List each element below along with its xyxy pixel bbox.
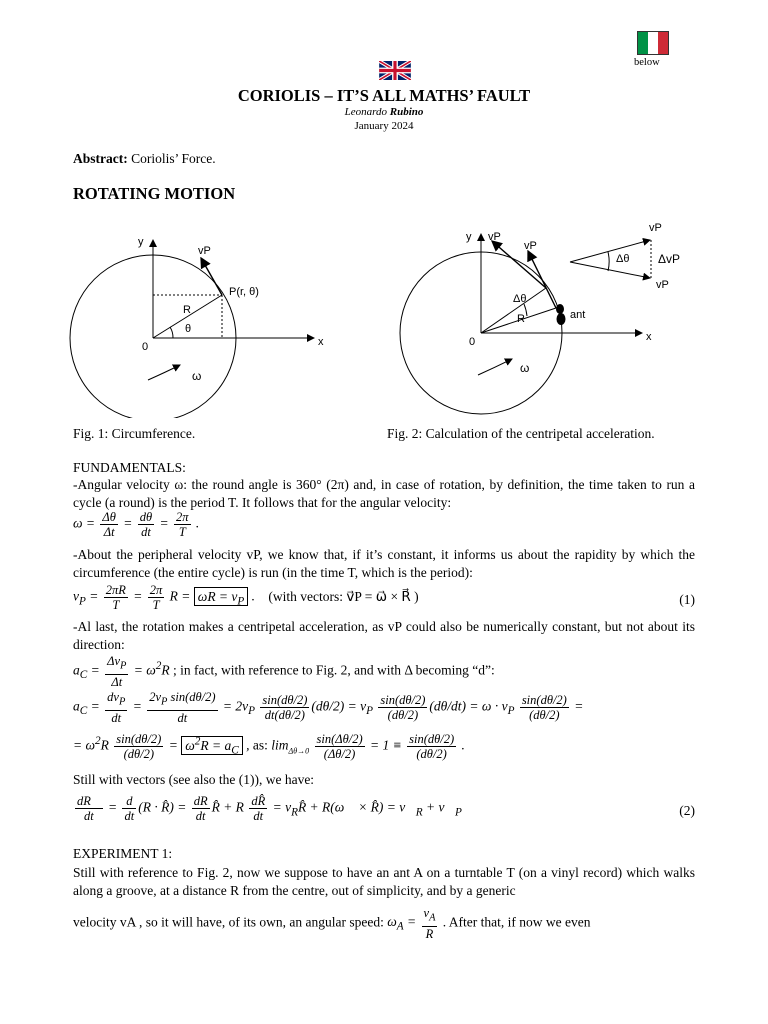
x-label: x: [646, 331, 652, 343]
point-label: P(r, θ): [229, 286, 259, 298]
uk-flag-icon[interactable]: [379, 61, 411, 80]
theta-arc: [170, 327, 173, 338]
tri-dvp-label: ΔvP: [658, 252, 681, 266]
ant-body: [557, 313, 566, 325]
vp-arrow-1: [492, 241, 546, 288]
equation-1-number: (1): [679, 592, 695, 607]
vp1-label: vP: [488, 231, 501, 243]
italy-flag-icon[interactable]: [637, 31, 669, 55]
figure-1: [66, 228, 336, 418]
equation-1-vectors: (with vectors: v⃗P = ω⃗ × R⃗ ): [268, 588, 419, 604]
tri-vp-bottom: [570, 262, 650, 278]
x-label: x: [318, 336, 324, 348]
experiment-heading: EXPERIMENT 1:: [73, 846, 173, 861]
origin-label: 0: [142, 341, 149, 353]
vp2-label: vP: [524, 240, 537, 252]
author-last-name: Rubino: [389, 106, 424, 118]
y-label: y: [466, 231, 472, 243]
equation-omega: ω = $\frac{\Delta\theta}{\Delta t}$ = $\frac{d\theta}{dt}$ = $\frac{2\pi}{T}$ .: [73, 510, 200, 539]
dtheta-label: Δθ: [513, 293, 527, 305]
tri-vp-top-label: vP: [649, 222, 662, 234]
tri-arc: [608, 252, 609, 271]
vp-label: vP: [198, 245, 211, 257]
fundamentals-heading: FUNDAMENTALS:: [73, 460, 186, 475]
ant-label: ant: [570, 309, 586, 321]
equation-1: $v_P$ = $\frac{2\pi R}{T}$ = $\frac{2\pi}{T}$ $R = \omega R = v_P$ . (with vectors: v⃗P = ω⃗ × R⃗ ): [73, 583, 419, 612]
section-title: ROTATING MOTION: [73, 184, 236, 203]
omega-label: ω: [520, 361, 530, 375]
fig1-caption: Fig. 1: Circumference.: [73, 426, 196, 441]
ant-icon: [556, 304, 564, 314]
omega-arrow: [148, 365, 180, 380]
r-label: R: [517, 313, 525, 325]
equation-2: $\frac{dR⃗}{dt}$ = $\frac{d}{dt}$ (R · R̂) = $\frac{dR}{dt}$ R̂ + R $\frac{dR̂}{dt}$ = $v_RR̂$ + R(ω⃗ × R̂) = $v⃗_R$ + $v⃗_P$: [77, 794, 462, 823]
equation-ac-derivation-2: = $\omega^2R$ $\frac{\sin(d\theta/2)}{(d\theta/2)}$ = $\omega^2R = a_C$ , as: $\lim_{\Delta\theta\to 0}$ $\frac{\sin(\Delta\theta/2)}{(\Delta\theta/2)}$ = 1 ≡ $\frac{\sin(d\theta/2)}{(d\theta/2)}$ .: [73, 732, 465, 761]
figure-2: [394, 218, 694, 418]
equation-ac-note: ; in fact, with reference to Fig. 2, and with Δ becoming “d”:: [173, 662, 495, 678]
date: January 2024: [354, 120, 414, 132]
ant-velocity-text: velocity vA , so it will have, of its own, an angular speed:: [73, 914, 384, 930]
equation-ac: $a_C$ = $\frac{\Delta v_P}{\Delta t}$ = $\omega^2R$ ; in fact, with reference to Fig. 2, and with Δ becoming “d”:: [73, 654, 495, 689]
paragraph-experiment: Still with reference to Fig. 2, now we suppose to have an ant A on a turntable T (on a vinyl record) which walks along a groove, at a distance R from the centre, out of simplicity, and by a generic: [73, 865, 695, 898]
paragraph-peripheral-velocity: -About the peripheral velocity vP, we know that, if it’s constant, it informs us about the rapidity by which the circumference (the entire cycle) is run (in the time T, which is the period):: [73, 547, 695, 580]
paragraph-vectors: Still with vectors (see also the (1)), we have:: [73, 772, 315, 787]
below-link[interactable]: below: [634, 57, 660, 68]
tri-vp-bottom-label: vP: [656, 279, 669, 291]
y-label: y: [138, 236, 144, 248]
author-first-name: Leonardo: [344, 106, 387, 118]
tri-dtheta-label: Δθ: [616, 253, 630, 265]
vp-arrow: [201, 258, 222, 295]
abstract-label: Abstract:: [73, 151, 128, 166]
abstract: [73, 151, 216, 167]
omega-arrow: [478, 359, 512, 375]
paper-title: CORIOLIS – IT’S ALL MATHS’ FAULT: [237, 86, 531, 105]
ant-velocity-text-end: . After that, if now we even: [442, 914, 591, 930]
author: [0, 106, 768, 118]
equation-2-number: (2): [679, 803, 695, 818]
paragraph-angular-velocity: -Angular velocity ω: the round angle is 360° (2π) and, in case of rotation, by definition, the time taken to run a cycle (a round) is the period T. It follows that for the angular velocity:: [73, 477, 695, 510]
equation-ac-derivation-1: $a_C$ = $\frac{dv_P}{dt}$ = $\frac{2v_P \sin(d\theta/2)}{dt}$ = $2v_P$ $\frac{\sin(d\theta/2)}{dt(d\theta/2)}$ $(d\theta/2) = v_P$ $\frac{\sin(d\theta/2)}{(d\theta/2)}$ $(d\theta/dt) = \omega \cdot v_P$ $\frac{\sin(d\theta/2)}{(d\theta/2)}$ =: [73, 690, 584, 725]
vp-arrow-2: [528, 251, 556, 308]
r-label: R: [183, 304, 191, 316]
theta-label: θ: [185, 323, 192, 335]
tri-vp-top: [570, 240, 650, 262]
omega-label: ω: [192, 369, 202, 383]
paragraph-centripetal: -Al last, the rotation makes a centripetal acceleration, as vP could also be numerically constant, but not about its direction:: [73, 619, 695, 652]
paragraph-ant-velocity: velocity vA , so it will have, of its own, an angular speed: $\omega_A$ = $\frac{v_A}{R}$ . After that, if now we even: [73, 906, 591, 941]
abstract-text: Coriolis’ Force.: [127, 151, 216, 166]
origin-label: 0: [469, 336, 476, 348]
fig2-caption: Fig. 2: Calculation of the centripetal acceleration.: [387, 426, 655, 441]
